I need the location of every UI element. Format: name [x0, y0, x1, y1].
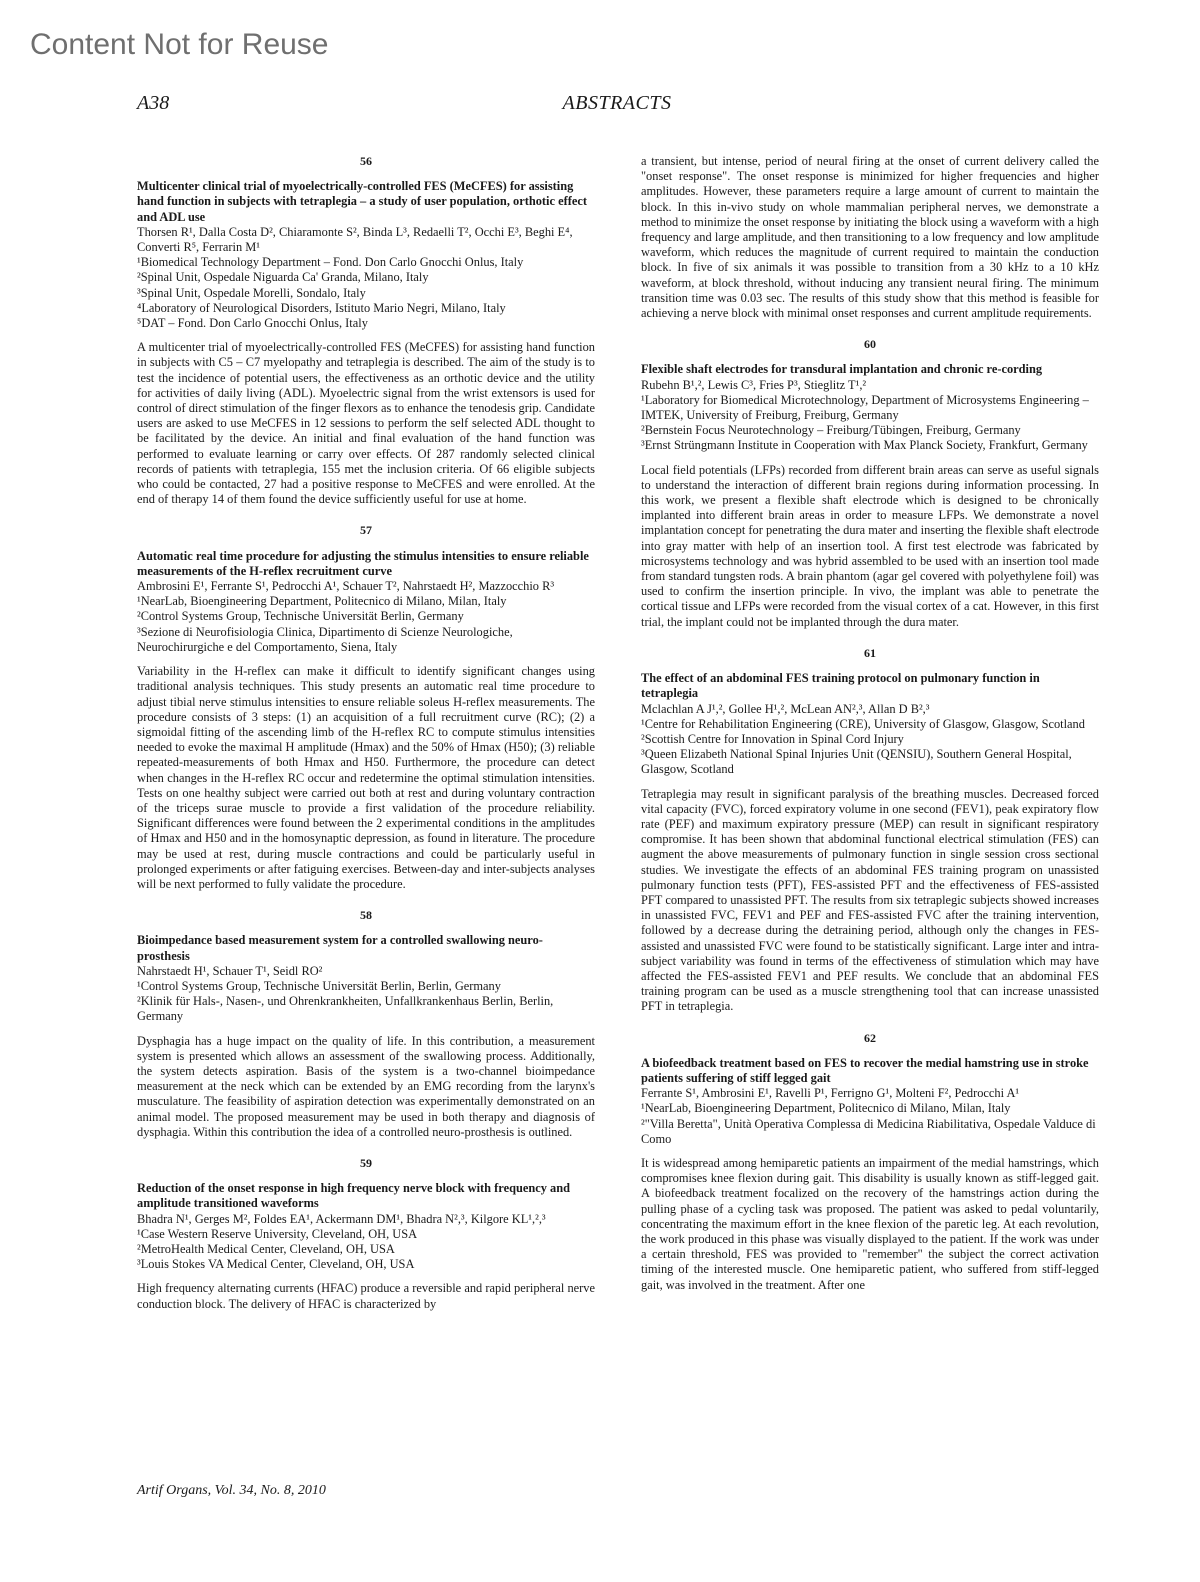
abstract-body: Local field potentials (LFPs) recorded from different brain areas can serve as useful signals to understand the interaction of different brain regions during information processing. In this work, we present a flexible shaft electrode which is designed to be chronically implanted into different brain areas in order to measure LFPs. We demonstrate a novel implantation concept for penetrating the dura mater and inserting the flexible shaft electrode into gray matter with help of an insertion tool. A first test electrode was fabricated by microsystems technology and was hybrid assembled to be used with an insertion tool made from standard tungsten rods. A brain phantom (agar gel covered with polyethylene foil) was used to confirm the insertion principle. In vivo, the implant was able to penetrate the cortical tissue and LFPs were recorded from the visual cortex of a cat. However, in this first trial, the implant could not be implanted through the dura mater. — [641, 462, 1099, 629]
abstract-number: 58 — [360, 908, 372, 923]
affiliation: ²MetroHealth Medical Center, Cleveland, OH, USA — [137, 1242, 395, 1256]
abstract-title: Flexible shaft electrodes for transdural implantation and chronic re-cording — [641, 362, 1043, 377]
affiliation: ¹Laboratory for Biomedical Microtechnology, Department of Microsystems Engineering – IMTEK, University of Freiburg, Freiburg, Germany — [641, 392, 1089, 423]
abstract-number: 62 — [864, 1030, 876, 1045]
affiliation: ³Sezione di Neurofisiologia Clinica, Dipartimento di Scienze Neurologiche, Neurochirurgiche e del Comportamento, Siena, Italy — [137, 624, 513, 654]
abstract-61 — [641, 646, 1099, 1015]
abstract-authors: Ambrosini E¹, Ferrante S¹, Pedrocchi A¹, Schauer T², Nahrstaedt H², Mazzocchio R³ — [137, 579, 555, 594]
abstract-title: The effect of an abdominal FES training protocol on pulmonary function in tetraplegia — [641, 671, 1040, 701]
affiliation: ¹NearLab, Bioengineering Department, Politecnico di Milano, Milan, Italy — [137, 594, 507, 609]
abstract-body: Dysphagia has a huge impact on the quality of life. In this contribution, a measurement system is presented which allows an assessment of the swallowing process. Additionally, the system detects aspiration. Basis of the system is a two-channel bioimpedance measurement at the neck which can be extended by an EMG recording from the larynx's musculature. The feasibility of aspiration detection was experimentally demonstrated on an animal model. The proposed measurement may be used in both therapy and diagnosis of dysphagia. Within this contribution the idea of a controlled neuro-prosthesis is outlined. — [137, 1033, 595, 1139]
abstract-body: High frequency alternating currents (HFAC) produce a reversible and rapid peripheral nerve conduction block. The delivery of HFAC is characterized by — [137, 1281, 595, 1311]
affiliation: ⁵DAT – Fond. Don Carlo Gnocchi Onlus, Italy — [137, 316, 368, 331]
page-header — [137, 92, 1097, 122]
page-number: A38 — [137, 92, 170, 114]
left-column — [137, 154, 595, 1328]
affiliation: ¹Case Western Reserve University, Cleveland, OH, USA — [137, 1226, 418, 1241]
affiliation: ²Klinik für Hals-, Nasen-, und Ohrenkrankheiten, Unfallkrankenhaus Berlin, Berlin, Germany — [137, 994, 554, 1024]
abstract-title: Multicenter clinical trial of myoelectrically-controlled FES (MeCFES) for assisting hand function in subjects with tetraplegia – a study of user population, orthotic effect and ADL use — [137, 179, 587, 224]
abstract-body: Variability in the H-reflex can make it difficult to identify significant changes using traditional analysis techniques. This study presents an automatic real time procedure to adjust tibial nerve stimulus intensities to ensure reliable soleus H-reflex measurements. The procedure consists of 3 steps: (1) an acquisition of a full recruitment curve (RC); (2) a sigmoidal fitting of the ascending limb of the H-reflex RC to compute stimulus intensities needed to evoke the maximal H amplitude (Hmax) and the 50% of Hmax (H50); (3) reliable repeated-measurements of both Hmax and H50. Furthermore, the procedure can detect when changes in the H-reflex RC occur and redetermine the optimal stimulation intensities. Tests on one healthy subject were carried out both at rest and during voluntary contraction of the triceps surae muscle to provide a first validation of the procedure reliability. Significant differences were found between the 2 experimental conditions in the amplitudes of Hmax and H50 and in the homosynaptic depression, as found in literature. The procedure may be used at rest, during muscle contractions and could be particularly useful in prolonged experiments or after fatiguing exercises. Between-day and inter-subjects analyses will be next performed to fully validate the procedure. — [137, 664, 595, 891]
abstract-56 — [137, 154, 595, 507]
abstract-authors: Bhadra N¹, Gerges M², Foldes EA¹, Ackermann DM¹, Bhadra N²,³, Kilgore KL¹,²,³ — [137, 1211, 546, 1226]
affiliation: ¹Centre for Rehabilitation Engineering (CRE), University of Glasgow, Glasgow, Scotland — [641, 716, 1085, 731]
affiliation: ³Louis Stokes VA Medical Center, Cleveland, OH, USA — [137, 1257, 415, 1272]
abstract-authors: Ferrante S¹, Ambrosini E¹, Ravelli P¹, Ferrigno G¹, Molteni F², Pedrocchi A¹ — [641, 1086, 1020, 1101]
abstract-body: Tetraplegia may result in significant paralysis of the breathing muscles. Decreased forced vital capacity (FVC), forced expiratory volume in one second (FEV1), peak expiratory flow rate (PEF) and maximum expiratory pressure (MEP) can result in significant respiratory compromise. It has been shown that abdominal functional electrical stimulation (FES) can augment the above measurements of pulmonary function in single session cross sectional studies. We investigate the effects of an abdominal FES training program on unassisted pulmonary function tests (PFT), FES-assisted PFT and the effectiveness of FES-assisted PFT compared to unassisted PFT. The results from six tetraplegic subjects showed increases in unassisted FVC, FEV1 and PEF and FES-assisted FVC after the training intervention, followed by a decrease during the detraining period, although only the changes in FES-assisted and unassisted FVC were found to be statistically significant. Large inter and intra-subject variability was found in terms of the effectiveness of stimulation which may have affected the FES-assisted FEV1 and PEF results. We conclude that an abdominal FES training program can be used as a muscle strengthening tool that can increase unassisted PFT in tetraplegia. — [641, 786, 1099, 1014]
right-column — [641, 154, 1099, 1309]
affiliation: ²Control Systems Group, Technische Universität Berlin, Germany — [137, 609, 464, 624]
abstract-number: 61 — [864, 645, 876, 660]
abstract-title: A biofeedback treatment based on FES to recover the medial hamstring use in stroke patients suffering of stiff legged gait — [641, 1055, 1089, 1085]
abstract-title: Bioimpedance based measurement system for a controlled swallowing neuro-prosthesis — [137, 933, 543, 963]
abstract-number: 59 — [360, 1155, 372, 1170]
abstract-body: It is widespread among hemiparetic patients an impairment of the medial hamstrings, which compromises knee flexion during gait. This disability is usually known as stiff-legged gait. A biofeedback treatment focalized on the recovery of the hamstrings action during the pulling phase of a cycling task was proposed. The patient was asked to pedal voluntarily, concentrating the maximum effort in the knee flexion of the paretic leg. At each revolution, the work produced in this phase was visually displayed to the patient. If the work was under a certain threshold, FES was provided to "remember" the subject the correct activation timing of the interested muscle. One hemiparetic patient, who suffered from stiff-legged gait, was involved in the treatment. After one — [641, 1155, 1099, 1292]
abstract-62 — [641, 1031, 1099, 1293]
affiliation: ³Spinal Unit, Ospedale Morelli, Sondalo, Italy — [137, 285, 366, 300]
abstract-authors: Nahrstaedt H¹, Schauer T¹, Seidl RO² — [137, 963, 323, 978]
journal-footer: Artif Organs, Vol. 34, No. 8, 2010 — [137, 1483, 326, 1498]
affiliation: ³Queen Elizabeth National Spinal Injuries Unit (QENSIU), Southern General Hospital, Glasgow, Scotland — [641, 747, 1072, 777]
affiliation: ²Spinal Unit, Ospedale Niguarda Ca' Granda, Milano, Italy — [137, 270, 429, 285]
abstract-number: 57 — [360, 523, 372, 538]
affiliation: ¹Biomedical Technology Department – Fond. Don Carlo Gnocchi Onlus, Italy — [137, 255, 524, 270]
abstract-title: Automatic real time procedure for adjusting the stimulus intensities to ensure reliable measurements of the H-reflex recruitment curve — [137, 548, 589, 578]
abstract-number: 56 — [360, 154, 372, 168]
affiliation: ²Bernstein Focus Neurotechnology – Freiburg/Tübingen, Freiburg, Germany — [641, 423, 1021, 438]
abstract-body: A multicenter trial of myoelectrically-controlled FES (MeCFES) for assisting hand function in subjects with C5 – C7 myelopathy and tetraplegia is described. The aim of the study is to test the incidence of potential users, the effectiveness as an orthotic device and the utility for activities of daily living (ADL). Myoelectric signal from the wrist extensors is used for control of direct stimulation of the finger flexors as to enhance the tenodesis grip. Candidate users are asked to use MeCFES in 12 sessions to perform the self selected ADL thought to be facilitated by the device. An initial and final evaluation of the hand function was performed to evaluate learning or carry over effects. Of 287 randomly selected clinical records of patients with tetraplegia, 155 met the inclusion criteria. Of 66 eligible subjects who could be contacted, 27 had a positive response to MeCFES and were enrolled. At the end of therapy 14 of them found the device sufficiently useful for use at home. — [137, 340, 595, 507]
abstract-title: Reduction of the onset response in high frequency nerve block with frequency and amplitude transitioned waveforms — [137, 1181, 571, 1211]
abstract-58 — [137, 908, 595, 1140]
affiliation: ¹NearLab, Bioengineering Department, Politecnico di Milano, Milan, Italy — [641, 1101, 1011, 1116]
affiliation: ³Ernst Strüngmann Institute in Cooperation with Max Planck Society, Frankfurt, Germany — [641, 438, 1088, 453]
abstract-57 — [137, 523, 595, 892]
affiliation: ²Scottish Centre for Innovation in Spinal Cord Injury — [641, 731, 904, 746]
abstract-authors: Mclachlan A J¹,², Gollee H¹,², McLean AN²,³, Allan D B²,³ — [641, 701, 930, 716]
affiliation: ²"Villa Beretta", Unità Operativa Complessa di Medicina Riabilitativa, Ospedale Valduce di Como — [641, 1116, 1096, 1146]
abstract-60 — [641, 337, 1099, 630]
abstract-authors: Thorsen R¹, Dalla Costa D², Chiaramonte S², Binda L³, Redaelli T², Occhi E³, Beghi E⁴, Converti R⁵, Ferrarin M¹ — [137, 224, 573, 255]
abstract-authors: Rubehn B¹,², Lewis C³, Fries P³, Stieglitz T¹,² — [641, 377, 867, 392]
abstract-number: 60 — [864, 337, 876, 352]
abstract-59 — [137, 1156, 595, 1312]
abstract-59-continuation: a transient, but intense, period of neural firing at the onset of current delivery called the "onset response". The onset response is minimized for higher frequencies and higher amplitudes. However, these parameters require a large amount of current to maintain the block. In this in-vivo study on whole mammalian peripheral nerves, we demonstrate a method to minimize the onset response by initiating the block using a waveform with a high frequency and large amplitude, and then transitioning to a low frequency and low amplitude waveform, which reduces the magnitude of current required to maintain the conduction block. In five of six animals it was possible to transition from a 30 kHz to a 10 kHz waveform, at block threshold, without inducing any transient neural firing. The minimum transition time was 0.03 sec. The results of this study show that this method is feasible for achieving a nerve block with minimal onset responses and current amplitude requirements. — [641, 154, 1099, 321]
watermark: Content Not for Reuse — [30, 28, 329, 61]
running-head: ABSTRACTS — [562, 92, 672, 114]
affiliation: ¹Control Systems Group, Technische Universität Berlin, Berlin, Germany — [137, 978, 501, 993]
affiliation: ⁴Laboratory of Neurological Disorders, Istituto Mario Negri, Milano, Italy — [137, 300, 506, 315]
